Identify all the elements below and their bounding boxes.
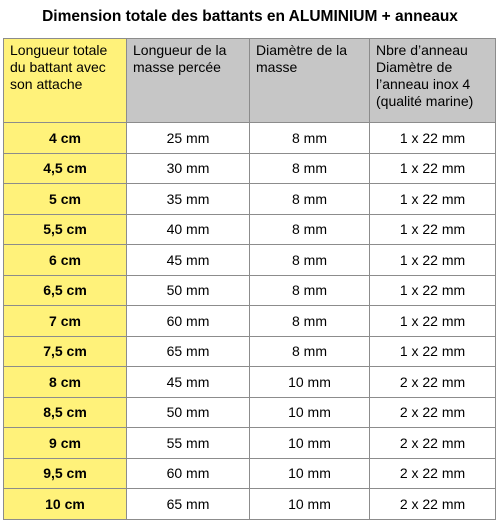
header-total-length: Longueur totale du battant avec son attache <box>4 39 127 123</box>
cell-total-length: 6,5 cm <box>4 275 127 306</box>
table-row <box>4 367 496 398</box>
cell-rings: 1 x 22 mm <box>370 123 496 154</box>
cell-drilled-mass-length: 30 mm <box>127 153 250 184</box>
cell-rings: 2 x 22 mm <box>370 367 496 398</box>
cell-drilled-mass-length: 50 mm <box>127 397 250 428</box>
cell-drilled-mass-length: 50 mm <box>127 275 250 306</box>
cell-total-length: 9,5 cm <box>4 458 127 489</box>
cell-total-length: 6 cm <box>4 245 127 276</box>
table-row <box>4 428 496 459</box>
table-header <box>4 39 496 123</box>
header-drilled-mass-length: Longueur de la masse percée <box>127 39 250 123</box>
table-row <box>4 214 496 245</box>
cell-drilled-mass-length: 45 mm <box>127 245 250 276</box>
header-row <box>4 39 496 123</box>
cell-rings: 2 x 22 mm <box>370 489 496 520</box>
cell-mass-diameter: 8 mm <box>250 306 370 337</box>
cell-rings: 2 x 22 mm <box>370 428 496 459</box>
cell-drilled-mass-length: 40 mm <box>127 214 250 245</box>
header-rings: Nbre d’anneau Diamètre de l’anneau inox 4 (qualité marine) <box>370 39 496 123</box>
cell-rings: 1 x 22 mm <box>370 275 496 306</box>
cell-rings: 1 x 22 mm <box>370 184 496 215</box>
cell-drilled-mass-length: 60 mm <box>127 306 250 337</box>
cell-total-length: 4,5 cm <box>4 153 127 184</box>
cell-total-length: 7 cm <box>4 306 127 337</box>
cell-drilled-mass-length: 60 mm <box>127 458 250 489</box>
table-row <box>4 153 496 184</box>
cell-rings: 1 x 22 mm <box>370 214 496 245</box>
table-title: Dimension totale des battants en ALUMINIUM + anneaux <box>42 8 458 25</box>
table-row <box>4 397 496 428</box>
table-row <box>4 275 496 306</box>
cell-drilled-mass-length: 55 mm <box>127 428 250 459</box>
cell-rings: 2 x 22 mm <box>370 458 496 489</box>
cell-mass-diameter: 8 mm <box>250 245 370 276</box>
cell-total-length: 8 cm <box>4 367 127 398</box>
dimensions-table <box>3 38 496 520</box>
cell-mass-diameter: 10 mm <box>250 397 370 428</box>
cell-mass-diameter: 8 mm <box>250 275 370 306</box>
cell-total-length: 4 cm <box>4 123 127 154</box>
cell-rings: 1 x 22 mm <box>370 153 496 184</box>
cell-rings: 1 x 22 mm <box>370 245 496 276</box>
cell-mass-diameter: 8 mm <box>250 336 370 367</box>
cell-rings: 2 x 22 mm <box>370 397 496 428</box>
cell-drilled-mass-length: 35 mm <box>127 184 250 215</box>
cell-rings: 1 x 22 mm <box>370 336 496 367</box>
cell-mass-diameter: 10 mm <box>250 458 370 489</box>
cell-mass-diameter: 8 mm <box>250 214 370 245</box>
cell-drilled-mass-length: 25 mm <box>127 123 250 154</box>
table-row <box>4 489 496 520</box>
cell-total-length: 8,5 cm <box>4 397 127 428</box>
table-row <box>4 336 496 367</box>
table-body <box>4 123 496 520</box>
cell-drilled-mass-length: 65 mm <box>127 336 250 367</box>
table-row <box>4 245 496 276</box>
table-row <box>4 306 496 337</box>
cell-total-length: 10 cm <box>4 489 127 520</box>
cell-mass-diameter: 10 mm <box>250 428 370 459</box>
cell-mass-diameter: 8 mm <box>250 153 370 184</box>
cell-total-length: 7,5 cm <box>4 336 127 367</box>
table-row <box>4 458 496 489</box>
table-row <box>4 123 496 154</box>
cell-drilled-mass-length: 65 mm <box>127 489 250 520</box>
cell-total-length: 5 cm <box>4 184 127 215</box>
cell-drilled-mass-length: 45 mm <box>127 367 250 398</box>
cell-total-length: 9 cm <box>4 428 127 459</box>
cell-mass-diameter: 8 mm <box>250 123 370 154</box>
cell-mass-diameter: 8 mm <box>250 184 370 215</box>
header-mass-diameter: Diamètre de la masse <box>250 39 370 123</box>
cell-rings: 1 x 22 mm <box>370 306 496 337</box>
cell-mass-diameter: 10 mm <box>250 489 370 520</box>
cell-mass-diameter: 10 mm <box>250 367 370 398</box>
cell-total-length: 5,5 cm <box>4 214 127 245</box>
table-row <box>4 184 496 215</box>
